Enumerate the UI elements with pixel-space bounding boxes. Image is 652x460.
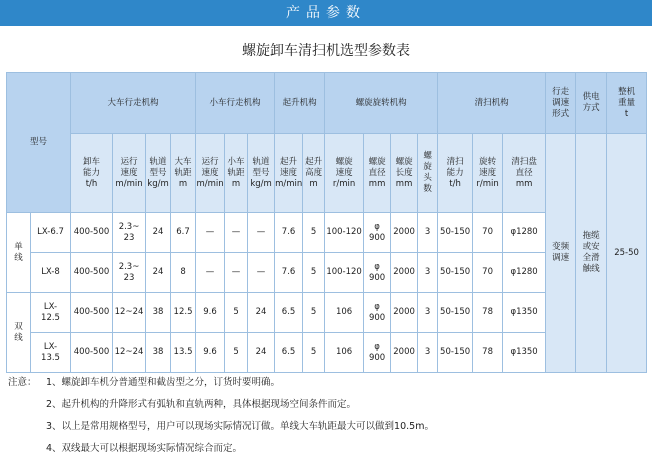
col-lift-height: 起升 高度 m <box>303 134 325 213</box>
note-item: 4、双线最大可以根据现场实际情况综合而定。 <box>46 443 243 454</box>
col-rail-type: 轨道 型号 kg/m <box>146 134 171 213</box>
cell-screw-dia: φ 900 <box>364 293 391 333</box>
cell-sc-gauge: 5 <box>225 333 248 373</box>
col-sc-rail: 轨道 型号 kg/m <box>248 134 275 213</box>
cell-screw-len: 2000 <box>391 253 418 293</box>
cell-sc-speed: — <box>196 213 225 253</box>
cell-heads: 3 <box>418 213 438 253</box>
cell-screw-len: 2000 <box>391 333 418 373</box>
cell-heads: 3 <box>418 253 438 293</box>
cell-sc-gauge: — <box>225 253 248 293</box>
cell-unload: 400-500 <box>71 253 113 293</box>
header-model: 型号 <box>7 73 71 213</box>
cell-screw-len: 2000 <box>391 213 418 253</box>
note-item: 2、起升机构的升降形式有弧轨和直轨两种，具体根据现场空间条件而定。 <box>46 399 357 410</box>
cell-screw-len: 2000 <box>391 293 418 333</box>
cell-model: LX- 12.5 <box>31 293 71 333</box>
note-item: 注意： 1、螺旋卸车机分普通型和截齿型之分，订货时要明确。 <box>8 372 648 394</box>
col-run-speed: 运行 速度 m/min <box>113 134 146 213</box>
section-banner: 产品参数 <box>0 0 652 26</box>
cell-walk-form: 变频 调速 <box>546 134 576 373</box>
cell-rail: 24 <box>146 213 171 253</box>
cell-sc-gauge: — <box>225 213 248 253</box>
cell-sweep-cap: 50-150 <box>438 293 473 333</box>
cell-sweep-cap: 50-150 <box>438 213 473 253</box>
group-single: 单 线 <box>7 213 31 293</box>
cell-disc: φ1350 <box>503 333 546 373</box>
header-walk-form: 行走 调速 形式 <box>546 73 576 134</box>
cell-lift-speed: 7.6 <box>275 213 303 253</box>
cell-unload: 400-500 <box>71 333 113 373</box>
cell-sweep-cap: 50-150 <box>438 253 473 293</box>
cell-rot-speed: 78 <box>473 293 503 333</box>
col-disc-dia: 清扫盘 直径 mm <box>503 134 546 213</box>
cell-screw-dia: φ 900 <box>364 333 391 373</box>
header-row-fields <box>7 134 647 213</box>
cell-screw-speed: 100-120 <box>325 253 364 293</box>
col-sc-gauge: 小车 轨距 m <box>225 134 248 213</box>
notes <box>8 372 648 460</box>
cell-rail: 38 <box>146 293 171 333</box>
col-screw-speed: 螺旋 速度 r/min <box>325 134 364 213</box>
cell-model: LX-8 <box>31 253 71 293</box>
header-big-car: 大车行走机构 <box>71 73 196 134</box>
cell-sc-rail: — <box>248 253 275 293</box>
cell-run-speed: 12~24 <box>113 333 146 373</box>
cell-disc: φ1350 <box>503 293 546 333</box>
col-screw-heads: 螺 旋 头 数 <box>418 134 438 213</box>
cell-rail: 24 <box>146 253 171 293</box>
cell-screw-dia: φ 900 <box>364 213 391 253</box>
cell-lift-height: 5 <box>303 253 325 293</box>
col-sweep-cap: 清扫 能力 t/h <box>438 134 473 213</box>
cell-lift-speed: 6.5 <box>275 293 303 333</box>
cell-model: LX- 13.5 <box>31 333 71 373</box>
cell-lift-speed: 6.5 <box>275 333 303 373</box>
cell-sc-rail: 24 <box>248 293 275 333</box>
cell-run-speed: 2.3~ 23 <box>113 253 146 293</box>
cell-run-speed: 2.3~ 23 <box>113 213 146 253</box>
cell-power: 拖缆 或安 全滑 触线 <box>576 134 607 373</box>
cell-disc: φ1280 <box>503 213 546 253</box>
cell-rot-speed: 70 <box>473 253 503 293</box>
cell-rot-speed: 70 <box>473 213 503 253</box>
cell-run-speed: 12~24 <box>113 293 146 333</box>
col-rot-speed: 旋转 速度 r/min <box>473 134 503 213</box>
cell-heads: 3 <box>418 333 438 373</box>
header-small-car: 小车行走机构 <box>196 73 275 134</box>
spec-table <box>6 72 647 373</box>
header-screw: 螺旋旋转机构 <box>325 73 438 134</box>
header-row-groups <box>7 73 647 134</box>
cell-sc-rail: — <box>248 213 275 253</box>
cell-gauge: 13.5 <box>171 333 196 373</box>
cell-weight: 25-50 <box>607 134 647 373</box>
note-item: 3、以上是常用规格型号，用户可以现场实际情况订做。单线大车轨距最大可以做到10.5m。 <box>46 421 434 432</box>
cell-screw-speed: 106 <box>325 333 364 373</box>
notes-lead: 注意： <box>8 377 37 388</box>
cell-sc-speed: — <box>196 253 225 293</box>
header-power: 供电 方式 <box>576 73 607 134</box>
cell-sc-gauge: 5 <box>225 293 248 333</box>
cell-gauge: 6.7 <box>171 213 196 253</box>
cell-lift-height: 5 <box>303 213 325 253</box>
cell-model: LX-6.7 <box>31 213 71 253</box>
cell-sc-speed: 9.6 <box>196 333 225 373</box>
header-weight: 整机 重量 t <box>607 73 647 134</box>
page-title: 螺旋卸车清扫机选型参数表 <box>242 43 410 59</box>
col-screw-dia: 螺旋 直径 mm <box>364 134 391 213</box>
cell-screw-dia: φ 900 <box>364 253 391 293</box>
cell-heads: 3 <box>418 293 438 333</box>
cell-rot-speed: 78 <box>473 333 503 373</box>
cell-screw-speed: 100-120 <box>325 213 364 253</box>
cell-lift-height: 5 <box>303 293 325 333</box>
cell-screw-speed: 106 <box>325 293 364 333</box>
cell-unload: 400-500 <box>71 293 113 333</box>
header-lift: 起升机构 <box>275 73 325 134</box>
cell-gauge: 12.5 <box>171 293 196 333</box>
cell-unload: 400-500 <box>71 213 113 253</box>
cell-disc: φ1280 <box>503 253 546 293</box>
col-big-gauge: 大车 轨距 m <box>171 134 196 213</box>
col-sc-speed: 运行 速度 m/min <box>196 134 225 213</box>
col-unload: 卸车 能力 t/h <box>71 134 113 213</box>
cell-sc-rail: 24 <box>248 333 275 373</box>
cell-gauge: 8 <box>171 253 196 293</box>
group-double: 双 线 <box>7 293 31 373</box>
col-lift-speed: 起升 速度 m/min <box>275 134 303 213</box>
header-sweep: 清扫机构 <box>438 73 546 134</box>
cell-lift-height: 5 <box>303 333 325 373</box>
cell-sc-speed: 9.6 <box>196 293 225 333</box>
cell-lift-speed: 7.6 <box>275 253 303 293</box>
cell-sweep-cap: 50-150 <box>438 333 473 373</box>
cell-rail: 38 <box>146 333 171 373</box>
col-screw-len: 螺旋 长度 mm <box>391 134 418 213</box>
